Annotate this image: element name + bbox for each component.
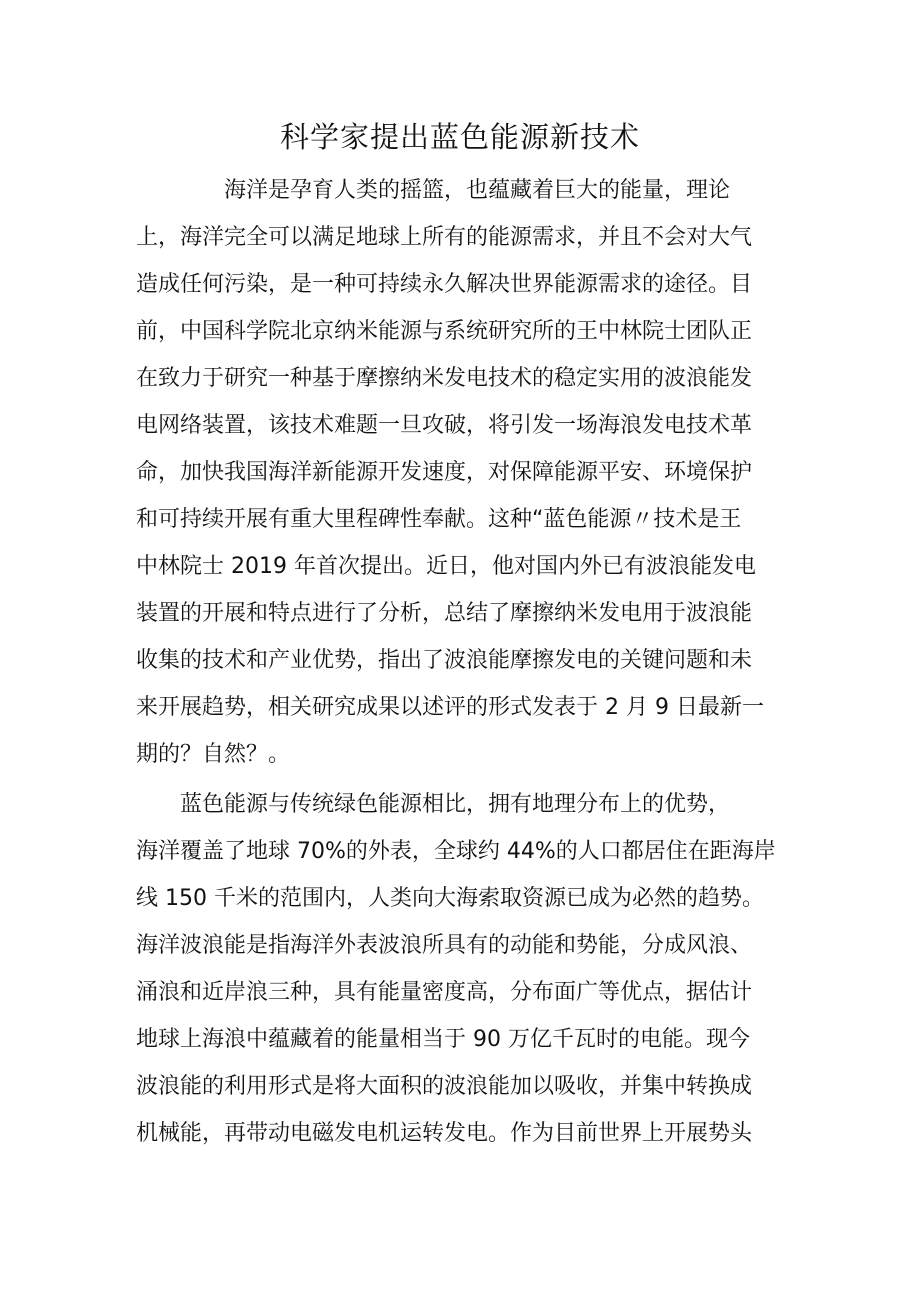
paragraph-line: 来开展趋势，相关研究成果以述评的形式发表于 2 月 9 日最新一: [136, 695, 764, 720]
paragraph-line: 蓝色能源与传统绿色能源相比，拥有地理分布上的优势，: [136, 792, 731, 817]
paragraph-line: 电网络装置，该技术难题一旦攻破，将引发一场海浪发电技术革: [136, 413, 753, 438]
paragraph-1: [136, 167, 788, 778]
paragraph-line: 前，中国科学院北京纳米能源与系统研究所的王中林院士团队正: [136, 319, 753, 344]
paragraph-line: 收集的技术和产业优势，指出了波浪能摩擦发电的关键问题和未: [136, 648, 753, 673]
paragraph-line: 地球上海浪中蕴藏着的能量相当于 90 万亿千瓦时的电能。现今: [136, 1027, 750, 1052]
paragraph-line: 上，海洋完全可以满足地球上所有的能源需求，并且不会对大气: [136, 225, 753, 250]
paragraph-line: 期的？自然？。: [136, 742, 291, 767]
paragraph-line: 海洋波浪能是指海洋外表波浪所具有的动能和势能，分成风浪、: [136, 933, 753, 958]
paragraph-line: 机械能，再带动电磁发电机运转发电。作为目前世界上开展势头: [136, 1121, 753, 1146]
paragraph-2: [136, 781, 788, 1157]
paragraph-line: 和可持续开展有重大里程碑性奉献。这种“蓝色能源〃技术是王: [136, 507, 742, 532]
paragraph-line: 波浪能的利用形式是将大面积的波浪能加以吸收，并集中转换成: [136, 1074, 753, 1099]
paragraph-line: 海洋是孕育人类的摇篮，也蕴藏着巨大的能量，理论: [136, 178, 731, 203]
paragraph-line: 涌浪和近岸浪三种，具有能量密度高，分布面广等优点，据估计: [136, 980, 753, 1005]
paragraph-line: 装置的开展和特点进行了分析，总结了摩擦纳米发电用于波浪能: [136, 601, 753, 626]
document-title: 科学家提出蓝色能源新技术: [279, 120, 640, 154]
paragraph-line: 命，加快我国海洋新能源开发速度，对保障能源平安、环境保护: [136, 460, 753, 485]
paragraph-line: 线 150 千米的范围内，人类向大海索取资源已成为必然的趋势。: [136, 886, 764, 911]
paragraph-line: 海洋覆盖了地球 70%的外表，全球约 44%的人口都居住在距海岸: [136, 839, 776, 864]
paragraph-line: 中林院士 2019 年首次提出。近日，他对国内外已有波浪能发电: [136, 554, 756, 579]
paragraph-line: 在致力于研究一种基于摩擦纳米发电技术的稳定实用的波浪能发: [136, 366, 753, 391]
paragraph-line: 造成任何污染，是一种可持续永久解决世界能源需求的途径。目: [136, 272, 753, 297]
